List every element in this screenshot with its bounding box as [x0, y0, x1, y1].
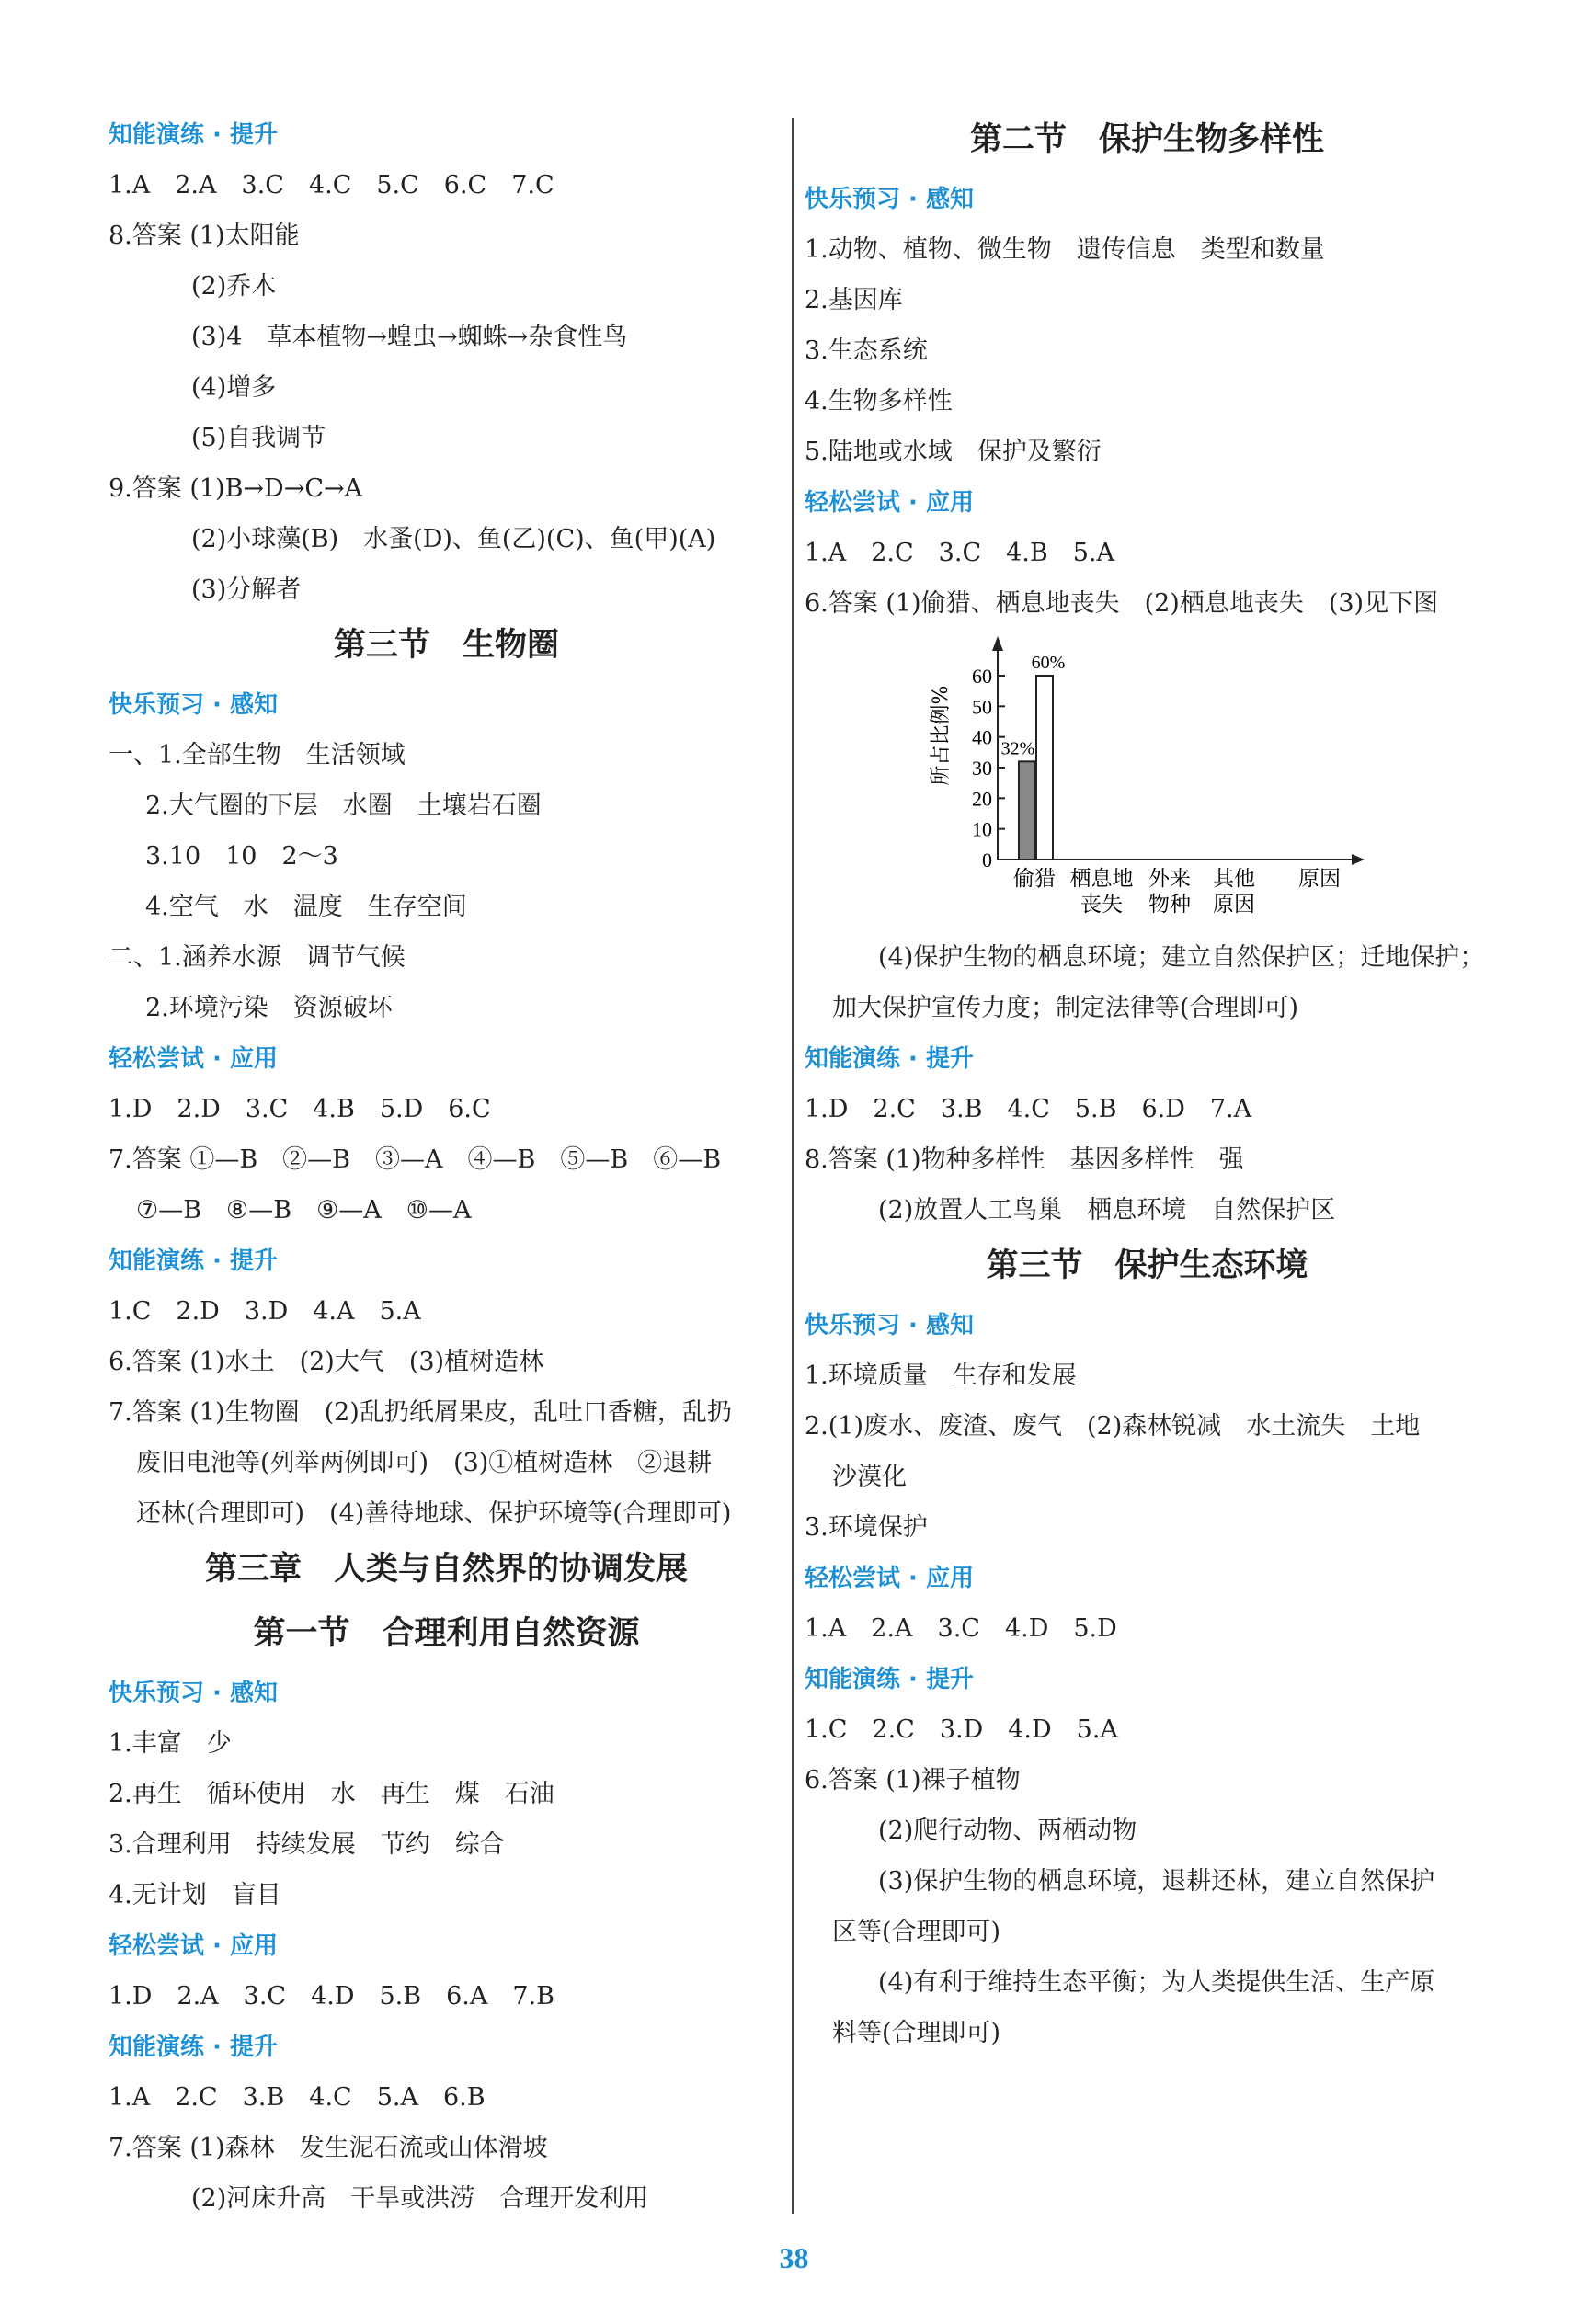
answer-line: ⑦—B ⑧—B ⑨—A ⑩—A [136, 1196, 472, 1225]
answer-line: (4)增多 [191, 373, 277, 402]
answer-line: (2)河床升高 干旱或洪涝 合理开发利用 [191, 2184, 649, 2213]
x-category-label: 外来 [1148, 867, 1191, 891]
x-category-label: 偷猎 [1013, 867, 1056, 891]
section-heading: 第三章 人类与自然界的协调发展 [204, 1551, 688, 1588]
answer-line: 5.陆地或水域 保护及繁衍 [805, 438, 1102, 466]
answer-line: 6.答案 (1)水土 (2)大气 (3)植树造林 [109, 1348, 544, 1376]
answer-line: 还林(合理即可) (4)善待地球、保护环境等(合理即可) [136, 1499, 732, 1528]
answer-line: 8.答案 (1)物种多样性 基因多样性 强 [805, 1145, 1244, 1174]
bar-data-label: 60% [1031, 653, 1066, 673]
answer-line: 4.生物多样性 [805, 387, 953, 416]
page-number: 38 [779, 2241, 809, 2274]
section-heading: 第三节 保护生态环境 [986, 1247, 1308, 1284]
answer-line: 一、1.全部生物 生活领域 [109, 741, 406, 769]
answer-line: 1.A 2.A 3.C 4.C 5.C 6.C 7.C [109, 171, 554, 199]
answer-line: (4)保护生物的栖息环境；建立自然保护区；迁地保护； [878, 943, 1485, 972]
subsection-label: 轻松尝试 · 应用 [805, 1565, 974, 1592]
subsection-label: 知能演练 · 提升 [109, 2034, 278, 2061]
y-tick-label: 30 [972, 757, 992, 780]
answer-line: (2)乔木 [191, 272, 277, 301]
answer-line: 二、1.涵养水源 调节气候 [109, 943, 406, 972]
answer-line: 1.C 2.D 3.D 4.A 5.A [109, 1297, 421, 1326]
answer-line: 4.空气 水 温度 生存空间 [145, 893, 467, 921]
bar-data-label: 32% [1000, 738, 1035, 759]
subsection-label: 知能演练 · 提升 [805, 1045, 974, 1073]
answer-line: (2)小球藻(B) 水蚤(D)、鱼(乙)(C)、鱼(甲)(A) [191, 525, 716, 553]
y-tick-label: 20 [972, 787, 992, 811]
answer-line: 1.A 2.C 3.C 4.B 5.A [805, 539, 1114, 567]
x-category-label: 物种 [1148, 893, 1191, 917]
answer-line: (2)放置人工鸟巢 栖息环境 自然保护区 [878, 1196, 1336, 1225]
section-heading: 第一节 合理利用自然资源 [253, 1615, 640, 1652]
answer-line: 7.答案 (1)森林 发生泥石流或山体滑坡 [109, 2134, 548, 2162]
answer-line: 废旧电池等(列举两例即可) (3)①植树造林 ②退耕 [136, 1449, 713, 1477]
x-axis-arrow [1352, 854, 1365, 865]
answer-line: (3)分解者 [191, 575, 302, 604]
answer-line: 6.答案 (1)偷猎、栖息地丧失 (2)栖息地丧失 (3)见下图 [805, 589, 1439, 618]
answer-line: 4.无计划 盲目 [109, 1881, 281, 1909]
subsection-label: 知能演练 · 提升 [109, 121, 278, 149]
answer-line: 1.D 2.C 3.B 4.C 5.B 6.D 7.A [805, 1095, 1252, 1123]
answer-line: 1.C 2.C 3.D 4.D 5.A [805, 1715, 1118, 1744]
answer-line: 3.10 10 2～3 [145, 842, 338, 871]
answer-line: 区等(合理即可) [832, 1918, 1001, 1946]
answer-line: 7.答案 ①—B ②—B ③—A ④—B ⑤—B ⑥—B [109, 1145, 722, 1174]
answer-line: 1.D 2.A 3.C 4.D 5.B 6.A 7.B [109, 1982, 554, 2011]
subsection-label: 快乐预习 · 感知 [805, 186, 974, 213]
answer-line: 2.环境污染 资源破坏 [145, 994, 393, 1022]
subsection-label: 快乐预习 · 感知 [109, 1680, 278, 1707]
answer-line: (3)保护生物的栖息环境，退耕还林，建立自然保护 [878, 1867, 1435, 1896]
y-tick-label: 0 [982, 849, 992, 872]
answer-line: 1.D 2.D 3.C 4.B 5.D 6.C [109, 1095, 491, 1123]
y-axis-label: 所占比例% [930, 685, 953, 786]
subsection-label: 轻松尝试 · 应用 [109, 1045, 278, 1073]
answer-line: 1.丰富 少 [109, 1729, 232, 1758]
subsection-label: 快乐预习 · 感知 [805, 1312, 974, 1339]
subsection-label: 知能演练 · 提升 [109, 1247, 278, 1275]
y-tick-label: 10 [972, 817, 992, 841]
section-heading: 第三节 生物圈 [333, 627, 559, 664]
answer-line: 2.基因库 [805, 286, 903, 314]
answer-line: 1.环境质量 生存和发展 [805, 1361, 1077, 1390]
answer-line: 8.答案 (1)太阳能 [109, 222, 300, 250]
x-category-label: 丧失 [1080, 893, 1123, 917]
x-category-label: 栖息地 [1069, 867, 1134, 891]
answer-line: 3.生态系统 [805, 336, 928, 365]
y-tick-label: 50 [972, 695, 992, 719]
answer-line: 1.A 2.A 3.C 4.D 5.D [805, 1614, 1117, 1643]
subsection-label: 轻松尝试 · 应用 [805, 489, 974, 517]
subsection-label: 知能演练 · 提升 [805, 1666, 974, 1693]
answer-line: 加大保护宣传力度；制定法律等(合理即可) [832, 994, 1299, 1022]
answer-line: 1.A 2.C 3.B 4.C 5.A 6.B [109, 2083, 486, 2112]
answer-line: 3.合理利用 持续发展 节约 综合 [109, 1830, 505, 1859]
answer-line: (3)4 草本植物→蝗虫→蜘蛛→杂食性鸟 [191, 323, 628, 351]
answer-line: 3.环境保护 [805, 1513, 928, 1542]
y-tick-label: 60 [972, 665, 992, 688]
section-heading: 第二节 保护生物多样性 [969, 121, 1324, 158]
answer-line: (5)自我调节 [191, 424, 326, 452]
column-divider [792, 118, 794, 2214]
x-axis-label: 原因 [1298, 867, 1341, 891]
answer-line: 沙漠化 [832, 1463, 907, 1491]
subsection-label: 轻松尝试 · 应用 [109, 1932, 278, 1960]
answer-line: 2.再生 循环使用 水 再生 煤 石油 [109, 1780, 554, 1808]
y-axis-arrow [992, 636, 1003, 651]
answer-line: 7.答案 (1)生物圈 (2)乱扔纸屑果皮，乱吐口香糖，乱扔 [109, 1398, 732, 1427]
answer-line: 1.动物、植物、微生物 遗传信息 类型和数量 [805, 235, 1325, 264]
habitat-chart [929, 634, 1370, 938]
answer-line: (4)有利于维持生态平衡；为人类提供生活、生产原 [878, 1968, 1435, 1997]
x-category-label: 原因 [1213, 893, 1255, 917]
answer-line: 9.答案 (1)B→D→C→A [109, 474, 363, 503]
bar [1019, 761, 1035, 860]
answer-line: 2.(1)废水、废渣、废气 (2)森林锐减 水土流失 土地 [805, 1412, 1421, 1441]
bar [1036, 676, 1053, 860]
answer-line: 料等(合理即可) [832, 2019, 1001, 2047]
answer-line: 2.大气圈的下层 水圈 土壤岩石圈 [145, 792, 542, 820]
answer-line: (2)爬行动物、两栖动物 [878, 1817, 1137, 1845]
x-category-label: 其他 [1213, 867, 1255, 891]
answer-line: 6.答案 (1)裸子植物 [805, 1766, 1021, 1794]
subsection-label: 快乐预习 · 感知 [109, 691, 278, 719]
y-tick-label: 40 [972, 725, 992, 749]
